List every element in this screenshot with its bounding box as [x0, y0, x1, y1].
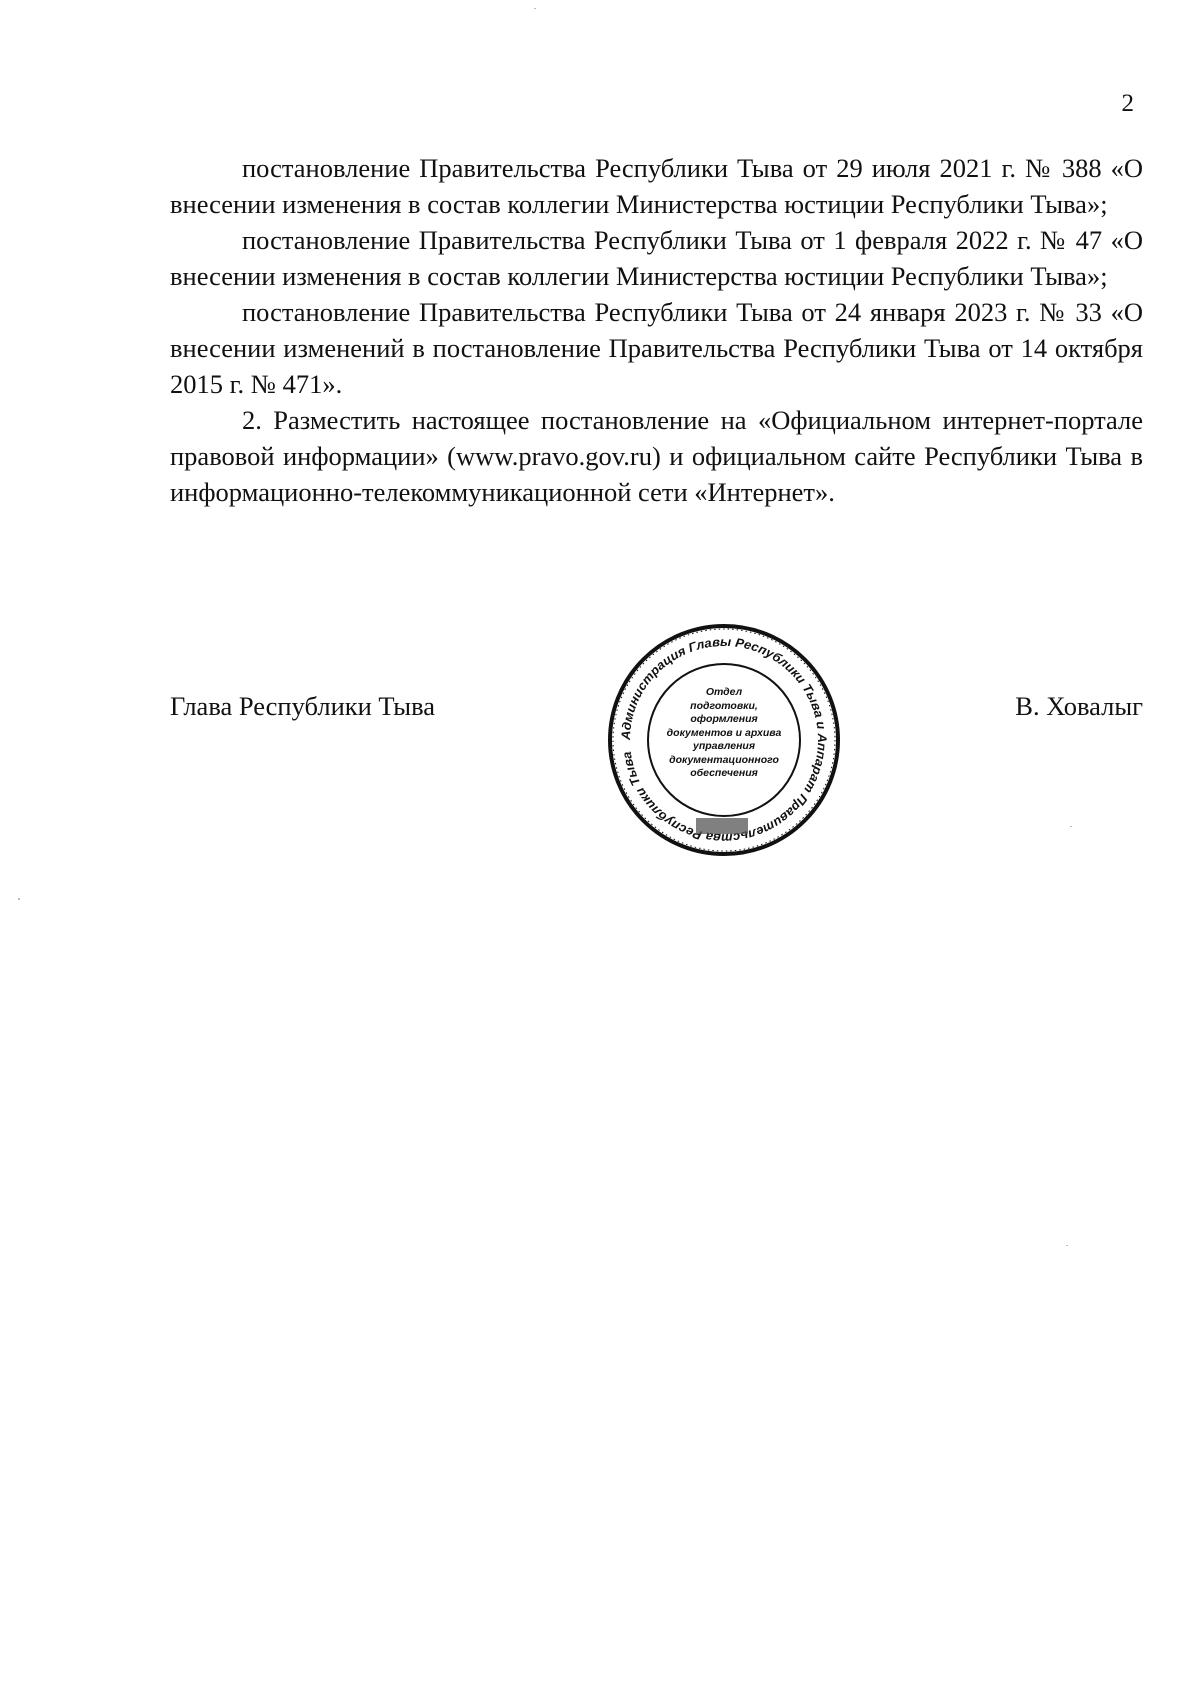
seal-line: документов и архива: [666, 726, 782, 739]
signatory-name: В. Ховалыг: [1015, 691, 1143, 721]
seal-line: управления: [692, 740, 756, 752]
document-body: [170, 150, 1143, 510]
seal-line: подготовки,: [690, 699, 758, 712]
seal-ring-text: Администрация Главы Республики Тыва и Аппарат Правительства Республики Тыва: [618, 634, 830, 846]
seal-line: Отдел: [705, 686, 743, 698]
scan-speck: [18, 898, 20, 900]
official-seal: [604, 620, 844, 860]
scan-speck: [1066, 1245, 1068, 1246]
paragraph-resolution-2022: постановление Правительства Республики Тыва от 1 февраля 2022 г. № 47 «О внесении изменения в состав коллегии Министерства юстиции Республики Тыва»;: [170, 225, 1143, 291]
scan-speck: [1070, 826, 1072, 827]
paragraph-publication: 2. Разместить настоящее постановление на «Официальном интернет-портале правовой информации» (www.pravo.gov.ru) и официальном сайте Республики Тыва в информационно-телекоммуникационной сети «Интернет».: [170, 405, 1143, 507]
paragraph-resolution-2023: постановление Правительства Республики Тыва от 24 января 2023 г. № 33 «О внесении изменений в постановление Правительства Республики Тыва от 14 октября 2015 г. № 471».: [170, 297, 1143, 399]
paragraph-resolution-2021: постановление Правительства Республики Тыва от 29 июля 2021 г. № 388 «О внесении изменения в состав коллегии Министерства юстиции Республики Тыва»;: [170, 153, 1143, 219]
signatory-position: Глава Республики Тыва: [170, 691, 436, 721]
seal-line: оформления: [690, 713, 758, 725]
seal-center-text: [664, 686, 784, 781]
scan-speck: [534, 8, 536, 9]
page-number: 2: [1121, 90, 1134, 117]
seal-line: документационного: [669, 753, 779, 766]
seal-smudge: [696, 818, 748, 834]
seal-line: обеспечения: [690, 767, 758, 779]
